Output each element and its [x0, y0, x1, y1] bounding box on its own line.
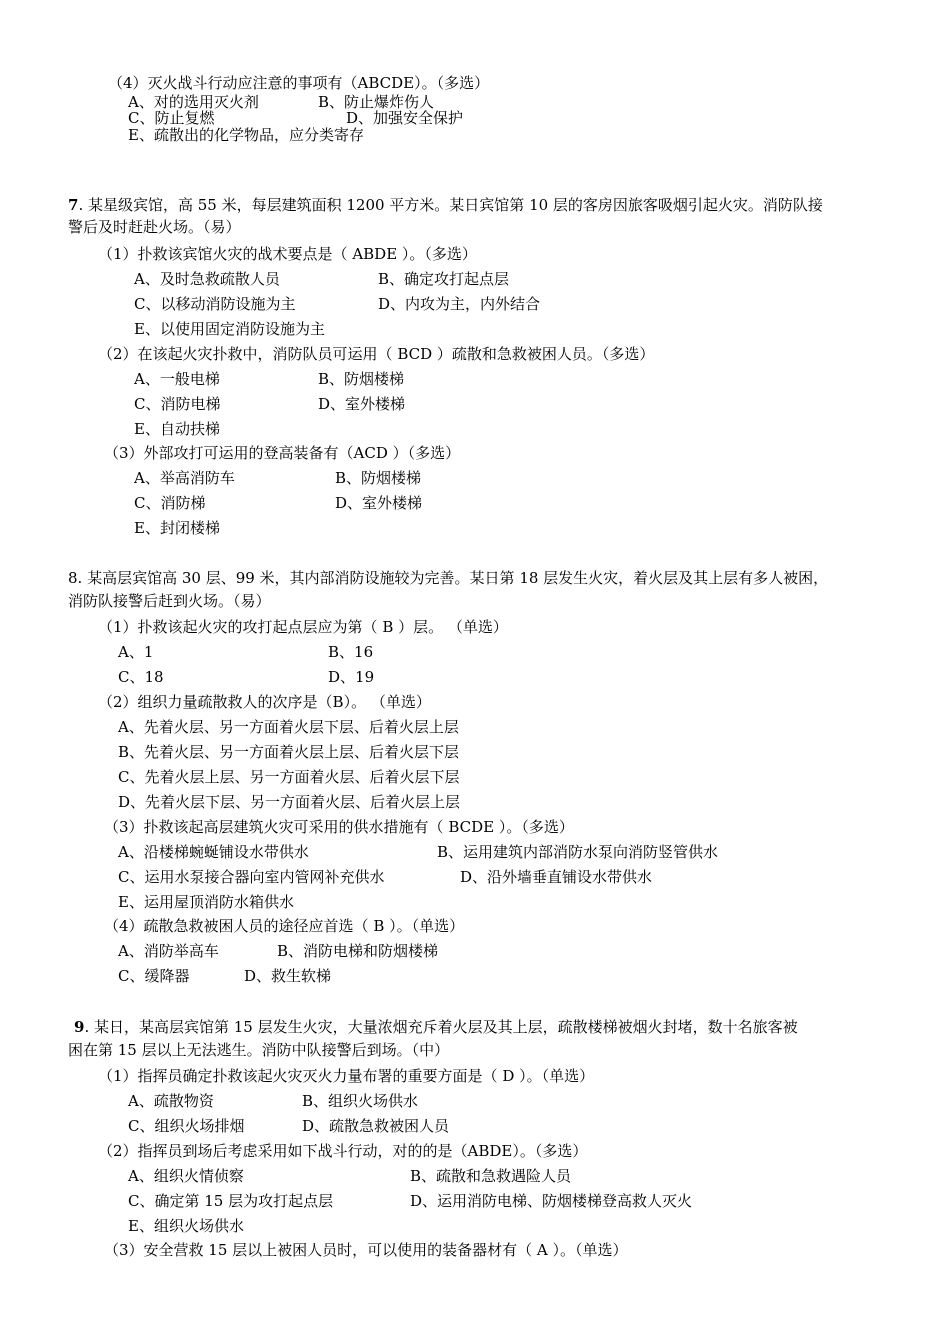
option-7-1-d: D、内攻为主，内外结合 [378, 295, 541, 313]
option-7-2-d: D、室外楼梯 [318, 395, 406, 413]
option-7-1-e: E、以使用固定消防设施为主 [134, 320, 325, 338]
question-6-4: （4）灭火战斗行动应注意的事项有（ABCDE）。（多选） [108, 74, 490, 92]
question-8-1: （1）扑救该起火灾的攻打起点层应为第（ B ）层。 （单选） [98, 618, 508, 636]
question-7-3: （3）外部攻打可运用的登高装备有（ACD ）（多选） [104, 444, 461, 462]
question-8-4: （4）疏散急救被困人员的途径应首选（ B ）。（单选） [104, 917, 465, 935]
question-7-2: （2）在该起火灾扑救中，消防队员可运用（ BCD ）疏散和急救被困人员。（多选） [98, 345, 655, 363]
option-9-2-e: E、组织火场供水 [128, 1217, 244, 1235]
option-6-4-b: B、防止爆炸伤人 [318, 93, 435, 111]
option-7-2-b: B、防烟楼梯 [318, 370, 405, 388]
option-8-1-d: D、19 [328, 668, 375, 686]
option-8-2-d: D、先着火层下层、另一方面着火层、后着火层上层 [118, 793, 461, 811]
option-9-2-c: C、确定第 15 层为攻打起点层 [128, 1192, 334, 1210]
option-7-1-b: B、确定攻打起点层 [378, 270, 510, 288]
question-9-number: 9 [74, 1018, 85, 1036]
option-9-2-d: D、运用消防电梯、防烟楼梯登高救人灭火 [410, 1192, 693, 1210]
option-7-3-e: E、封闭楼梯 [134, 519, 220, 537]
option-7-2-c: C、消防电梯 [134, 395, 221, 413]
option-8-4-d: D、救生软梯 [244, 967, 332, 985]
option-6-4-a: A、对的选用灭火剂 [128, 93, 259, 111]
question-9-2: （2）指挥员到场后考虑采用如下战斗行动，对的的是（ABDE）。（多选） [98, 1142, 588, 1160]
option-8-1-c: C、18 [118, 668, 164, 686]
option-7-3-a: A、举高消防车 [134, 469, 235, 487]
question-7-stem-line2: 警后及时赶赴火场。（易） [68, 218, 241, 236]
option-9-2-a: A、组织火情侦察 [128, 1167, 244, 1185]
option-6-4-c: C、防止复燃 [128, 109, 215, 127]
question-9-stem-line1 [74, 1017, 798, 1037]
question-7-1: （1）扑救该宾馆火灾的战术要点是（ ABDE ）。（多选） [98, 245, 477, 263]
option-7-3-d: D、室外楼梯 [335, 494, 423, 512]
option-7-1-a: A、及时急救疏散人员 [134, 270, 280, 288]
question-8-stem-line2: 消防队接警后赶到火场。（易） [68, 592, 271, 610]
option-8-2-b: B、先着火层、另一方面着火层上层、后着火层下层 [118, 743, 460, 761]
question-8-3: （3）扑救该起高层建筑火灾可采用的供水措施有（ BCDE ）。（多选） [104, 818, 574, 836]
question-9-stem-text: . 某日，某高层宾馆第 15 层发生火灾，大量浓烟充斥着火层及其上层，疏散楼梯被烟火封堵，数十名旅客被 [84, 1018, 798, 1036]
option-8-2-a: A、先着火层、另一方面着火层下层、后着火层上层 [118, 718, 459, 736]
option-9-2-b: B、疏散和急救遇险人员 [410, 1167, 572, 1185]
question-7-stem-text: . 某星级宾馆，高 55 米，每层建筑面积 1200 平方米。某日宾馆第 10 层的客房因旅客吸烟引起火灾。消防队接 [78, 196, 823, 214]
option-8-1-a: A、1 [118, 643, 154, 661]
question-8-2: （2）组织力量疏散救人的次序是（B）。 （单选） [98, 693, 431, 711]
question-7-stem-line1 [68, 195, 823, 215]
question-7-number: 7 [68, 196, 79, 214]
option-8-3-b: B、运用建筑内部消防水泵向消防竖管供水 [437, 843, 719, 861]
question-9-1: （1）指挥员确定扑救该起火灾灭火力量布署的重要方面是（ D ）。（单选） [98, 1067, 595, 1085]
option-7-1-c: C、以移动消防设施为主 [134, 295, 296, 313]
option-8-1-b: B、16 [328, 643, 374, 661]
option-8-3-c: C、运用水泵接合器向室内管网补充供水 [118, 868, 385, 886]
question-9-3: （3）安全营救 15 层以上被困人员时，可以使用的装备器材有（ A ）。（单选） [104, 1241, 628, 1259]
option-8-4-a: A、消防举高车 [118, 942, 219, 960]
option-9-1-c: C、组织火场排烟 [128, 1117, 245, 1135]
option-7-2-e: E、自动扶梯 [134, 420, 220, 438]
option-7-3-c: C、消防梯 [134, 494, 206, 512]
question-9-stem-line2: 困在第 15 层以上无法逃生。消防中队接警后到场。（中） [68, 1041, 450, 1059]
option-9-1-a: A、疏散物资 [128, 1092, 214, 1110]
option-8-3-d: D、沿外墙垂直铺设水带供水 [460, 868, 653, 886]
option-8-3-a: A、沿楼梯蜿蜒铺设水带供水 [118, 843, 309, 861]
question-8-stem-line1: 8. 某高层宾馆高 30 层、99 米，其内部消防设施较为完善。某日第 18 层发生火灾，着火层及其上层有多人被困， [68, 569, 829, 587]
option-9-1-d: D、疏散急救被困人员 [302, 1117, 450, 1135]
option-9-1-b: B、组织火场供水 [302, 1092, 419, 1110]
option-8-3-e: E、运用屋顶消防水箱供水 [118, 893, 294, 911]
option-6-4-d: D、加强安全保护 [346, 109, 464, 127]
option-8-2-c: C、先着火层上层、另一方面着火层、后着火层下层 [118, 768, 460, 786]
option-7-2-a: A、一般电梯 [134, 370, 220, 388]
option-8-4-c: C、缓降器 [118, 967, 190, 985]
option-7-3-b: B、防烟楼梯 [335, 469, 422, 487]
option-6-4-e: E、疏散出的化学物品，应分类寄存 [128, 126, 364, 144]
option-8-4-b: B、消防电梯和防烟楼梯 [277, 942, 439, 960]
